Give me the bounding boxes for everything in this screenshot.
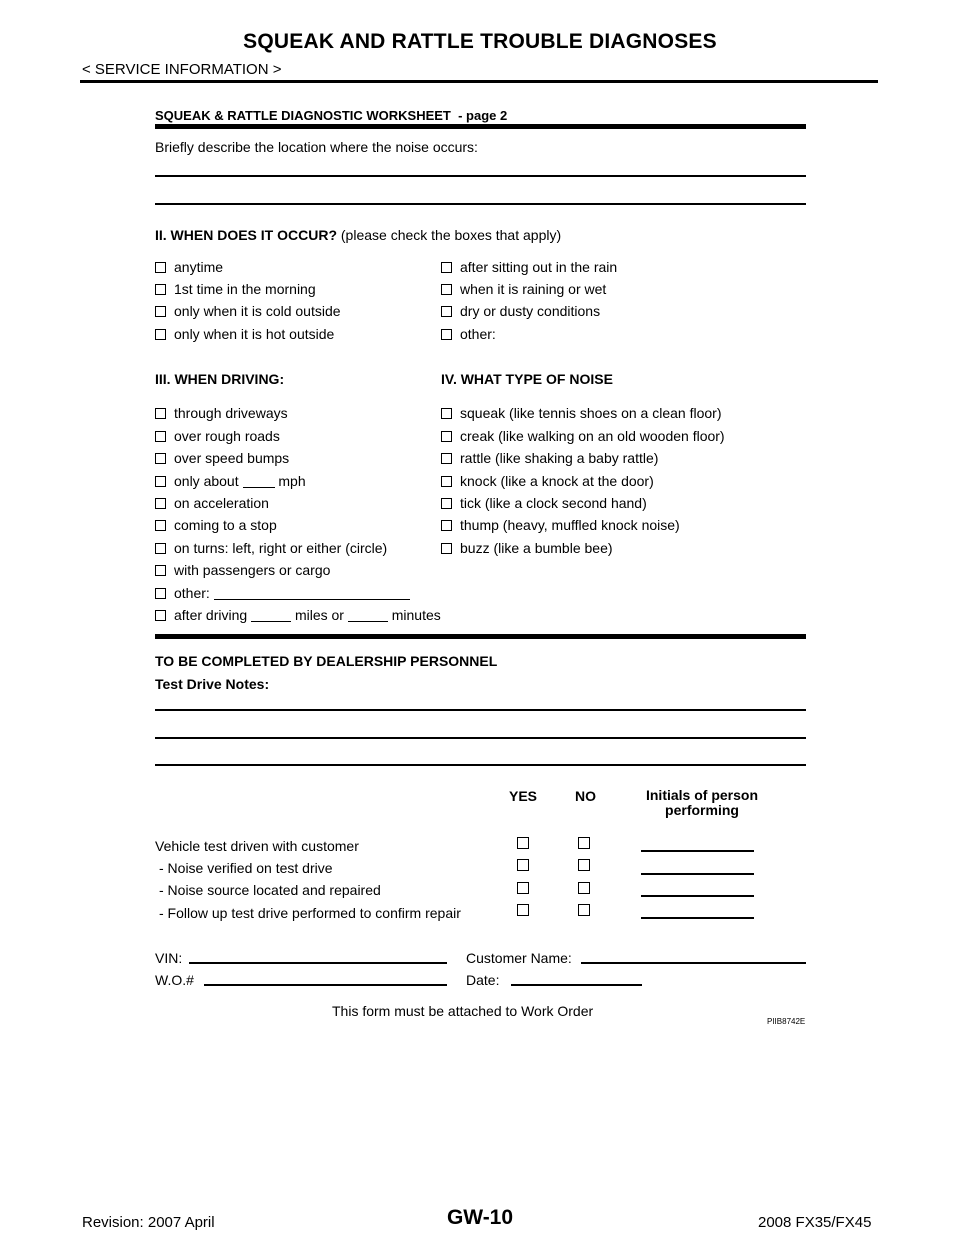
checkbox[interactable] [441,431,452,442]
col-no-header: NO [575,788,596,804]
col-initials-line-2: performing [665,802,739,818]
model-label: 2008 FX35/FX45 [758,1214,872,1231]
initials-line[interactable] [641,850,754,852]
driving-option-turns[interactable] [155,540,387,556]
minutes-blank[interactable] [348,609,388,622]
option-label: tick (like a clock second hand) [460,495,647,511]
option-label: only about [174,473,239,489]
no-checkbox[interactable] [578,882,590,894]
checkbox[interactable] [155,588,166,599]
checkbox[interactable] [155,408,166,419]
checkbox[interactable] [441,476,452,487]
test-drive-notes-label: Test Drive Notes: [155,676,270,692]
checkbox[interactable] [155,329,166,340]
option-label: over rough roads [174,428,280,444]
figure-ref: PIIB8742E [767,1017,806,1026]
checkbox[interactable] [441,453,452,464]
occur-option-other[interactable] [441,326,496,342]
customer-name-field[interactable] [581,962,806,964]
noise-option-buzz[interactable] [441,540,613,556]
dealership-heading: TO BE COMPLETED BY DEALERSHIP PERSONNEL [155,653,498,669]
vin-label: VIN: [155,950,183,966]
checkbox[interactable] [155,565,166,576]
checkbox[interactable] [155,306,166,317]
noise-option-rattle[interactable] [441,450,658,466]
when-occur-note: (please check the boxes that apply) [340,227,562,243]
checkbox[interactable] [155,262,166,273]
option-label: coming to a stop [174,517,277,533]
row-label: - Follow up test drive performed to confirm repair [159,905,461,921]
noise-option-thump[interactable] [441,517,680,533]
customer-name-label: Customer Name: [466,950,572,966]
option-label: on turns: left, right or either (circle) [174,540,388,556]
page-number: GW-10 [446,1206,514,1229]
notes-line-1[interactable] [155,709,806,711]
mph-blank[interactable] [243,475,275,488]
option-label: other: [460,326,496,342]
col-yes-header: YES [509,788,538,804]
checkbox[interactable] [441,543,452,554]
notes-line-3[interactable] [155,764,806,766]
initials-line[interactable] [641,917,754,919]
option-label-suffix: mph [278,473,306,489]
occur-option-after-rain[interactable] [441,259,617,275]
wo-label: W.O.# [155,972,194,988]
option-label: knock (like a knock at the door) [460,473,654,489]
yes-checkbox[interactable] [517,837,529,849]
driving-option-speed-bumps[interactable] [155,450,289,466]
date-field[interactable] [511,984,642,986]
occur-option-dry-dusty[interactable] [441,303,600,319]
occur-option-first-morning[interactable] [155,281,316,297]
occur-option-raining[interactable] [441,281,606,297]
option-label: anytime [174,259,224,275]
driving-option-speed[interactable] [155,473,306,489]
checkbox[interactable] [155,520,166,531]
noise-option-knock[interactable] [441,473,654,489]
header-divider [80,80,878,83]
option-label: buzz (like a bumble bee) [460,540,613,556]
checkbox[interactable] [441,306,452,317]
row-label: Vehicle test driven with customer [155,838,359,854]
when-occur-heading [155,227,561,243]
driving-option-passengers[interactable] [155,562,330,578]
vin-field[interactable] [189,962,447,964]
occur-option-anytime[interactable] [155,259,223,275]
option-label: creak (like walking on an old wooden floor) [460,428,725,444]
no-checkbox[interactable] [578,837,590,849]
when-driving-heading: III. WHEN DRIVING: [155,371,285,387]
noise-option-tick[interactable] [441,495,647,511]
checkbox[interactable] [155,498,166,509]
option-label: other: [174,585,210,601]
occur-option-cold[interactable] [155,303,341,319]
attach-note: This form must be attached to Work Order [332,1003,594,1019]
checkbox[interactable] [155,610,166,621]
page-title: SQUEAK AND RATTLE TROUBLE DIAGNOSES [243,30,717,53]
checkbox[interactable] [155,543,166,554]
occur-option-hot[interactable] [155,326,334,342]
option-label-mid: miles or [294,607,344,623]
checkbox[interactable] [441,329,452,340]
option-label: with passengers or cargo [174,562,331,578]
checkbox[interactable] [441,284,452,295]
option-label: through driveways [174,405,288,421]
breadcrumb: < SERVICE INFORMATION > [82,61,282,78]
noise-option-creak[interactable] [441,428,725,444]
initials-line[interactable] [641,873,754,875]
yes-checkbox[interactable] [517,904,529,916]
driving-option-acceleration[interactable] [155,495,269,511]
other-blank[interactable] [214,587,410,600]
worksheet-title-rule [155,124,806,129]
date-label: Date: [466,972,500,988]
location-prompt: Briefly describe the location where the noise occurs: [155,139,478,155]
option-label: thump (heavy, muffled knock noise) [460,517,680,533]
when-occur-title: II. WHEN DOES IT OCCUR? [155,227,337,243]
col-initials-header [632,788,772,818]
location-line-2[interactable] [155,203,806,205]
option-label: over speed bumps [174,450,290,466]
noise-option-squeak[interactable] [441,405,721,421]
noise-type-heading: IV. WHAT TYPE OF NOISE [441,371,613,387]
notes-line-2[interactable] [155,737,806,739]
driving-option-stop[interactable] [155,517,277,533]
worksheet-title: SQUEAK & RATTLE DIAGNOSTIC WORKSHEET - page 2 [155,108,508,123]
option-label-suffix: minutes [391,607,441,623]
driving-option-other[interactable] [155,585,410,601]
option-label: 1st time in the morning [174,281,316,297]
checkbox[interactable] [441,262,452,273]
option-label: after sitting out in the rain [460,259,618,275]
checkbox[interactable] [155,476,166,487]
checkbox[interactable] [441,520,452,531]
option-label: when it is raining or wet [460,281,607,297]
wo-field[interactable] [204,984,447,986]
checkbox[interactable] [155,431,166,442]
section-divider [155,634,806,639]
miles-blank[interactable] [251,609,291,622]
initials-line[interactable] [641,895,754,897]
no-checkbox[interactable] [578,859,590,871]
no-checkbox[interactable] [578,904,590,916]
option-label: dry or dusty conditions [460,303,601,319]
checkbox[interactable] [155,453,166,464]
checkbox[interactable] [155,284,166,295]
driving-option-driveways[interactable] [155,405,288,421]
driving-option-rough-roads[interactable] [155,428,280,444]
option-label: only when it is cold outside [174,303,341,319]
driving-option-after-driving[interactable] [155,607,441,623]
row-label: - Noise verified on test drive [159,860,333,876]
yes-checkbox[interactable] [517,882,529,894]
col-initials-line-1: Initials of person [645,787,758,803]
option-label: on acceleration [174,495,269,511]
option-label: only when it is hot outside [174,326,335,342]
row-label: - Noise source located and repaired [159,882,381,898]
option-label: after driving [174,607,248,623]
yes-checkbox[interactable] [517,859,529,871]
revision-label: Revision: 2007 April [82,1214,215,1231]
location-line-1[interactable] [155,175,806,177]
option-label: squeak (like tennis shoes on a clean floor) [460,405,722,421]
option-label: rattle (like shaking a baby rattle) [460,450,659,466]
checkbox[interactable] [441,408,452,419]
checkbox[interactable] [441,498,452,509]
